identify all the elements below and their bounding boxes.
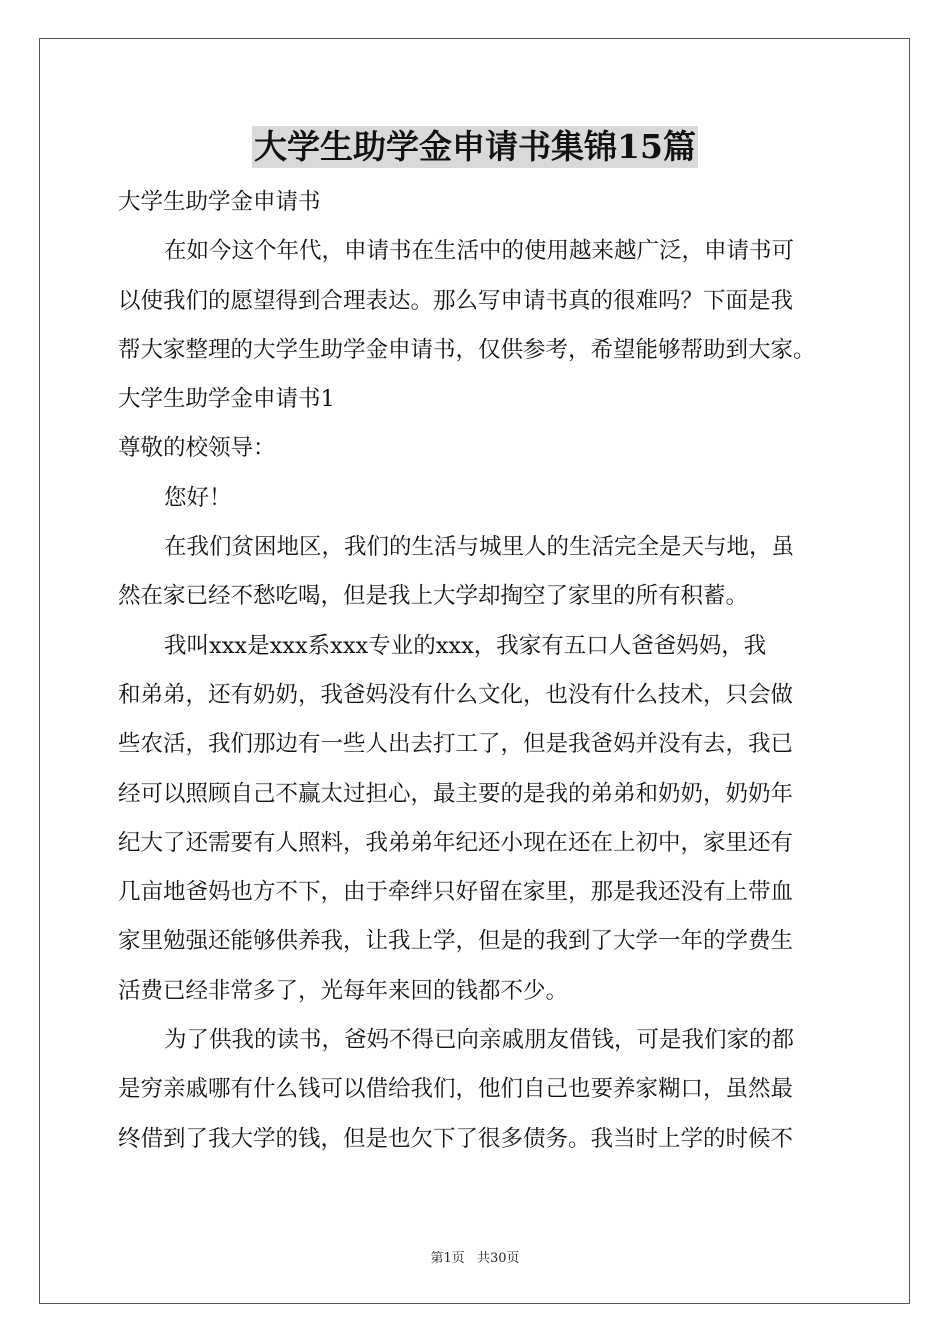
text-line: 和弟弟，还有奶奶，我爸妈没有什么文化，也没有什么技术，只会做 <box>118 681 794 708</box>
text-line: 为了供我的读书，爸妈不得已向亲戚朋友借钱，可是我们家的都 <box>164 1027 795 1054</box>
text-line: 大学生助学金申请书1 <box>118 386 335 413</box>
text-line: 帮大家整理的大学生助学金申请书，仅供参考，希望能够帮助到大家。 <box>118 336 816 363</box>
page-footer <box>0 1247 950 1266</box>
text-line: 在我们贫困地区，我们的生活与城里人的生活完全是天与地，虽 <box>164 534 795 561</box>
text-line: 然在家已经不愁吃喝，但是我上大学却掏空了家里的所有积蓄。 <box>118 583 749 610</box>
text-line: 家里勉强还能够供养我，让我上学，但是的我到了大学一年的学费生 <box>118 928 794 955</box>
text-line: 经可以照顾自己不赢太过担心，最主要的是我的弟弟和奶奶，奶奶年 <box>118 780 794 807</box>
document-title: 大学生助学金申请书集锦15篇 <box>254 127 696 166</box>
text-line: 在如今这个年代，申请书在生活中的使用越来越广泛，申请书可 <box>164 238 795 265</box>
text-line: 活费已经非常多了，光每年来回的钱都不少。 <box>118 977 569 1004</box>
text-line: 几亩地爸妈也方不下，由于牵绊只好留在家里，那是我还没有上带血 <box>118 879 794 906</box>
text-line: 终借到了我大学的钱，但是也欠下了很多债务。我当时上学的时候不 <box>118 1125 794 1152</box>
text-line: 尊敬的校领导： <box>118 435 276 462</box>
document-body <box>118 178 838 1164</box>
page-total: 共30页 <box>476 1251 520 1266</box>
text-line: 大学生助学金申请书 <box>118 189 321 215</box>
text-line: 以使我们的愿望得到合理表达。那么写申请书真的很难吗？下面是我 <box>118 287 794 314</box>
title-wrap <box>0 126 950 168</box>
text-line: 我叫xxx是xxx系xxx专业的xxx，我家有五口人爸爸妈妈，我 <box>164 632 767 659</box>
page-number: 第1页 <box>430 1251 465 1266</box>
text-line: 您好！ <box>164 484 232 511</box>
text-line: 是穷亲戚哪有什么钱可以借给我们，他们自己也要养家糊口，虽然最 <box>118 1076 794 1103</box>
text-line: 些农活，我们那边有一些人出去打工了，但是我爸妈并没有去，我已 <box>118 731 794 758</box>
text-line: 纪大了还需要有人照料，我弟弟年纪还小现在还在上初中，家里还有 <box>118 829 794 856</box>
